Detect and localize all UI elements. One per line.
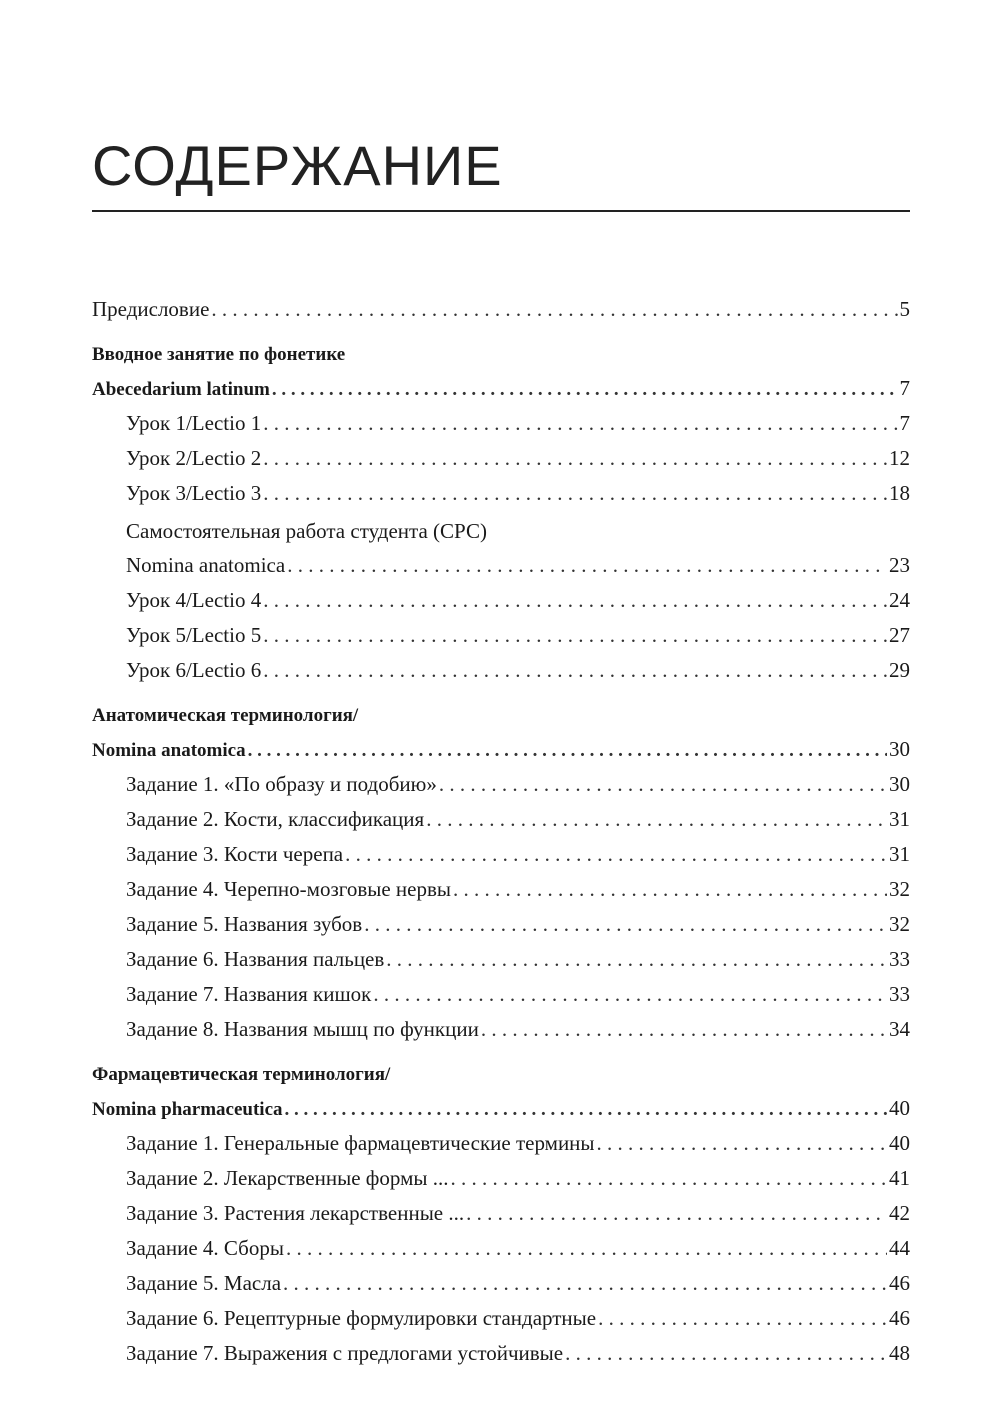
- title-divider: [92, 210, 910, 212]
- leader-dots: [248, 733, 887, 768]
- leader-dots: [426, 802, 887, 837]
- leader-dots: [597, 1126, 887, 1161]
- toc-entry-page: 7: [899, 411, 910, 435]
- toc-entry-label: Задание 7. Названия кишок: [126, 982, 372, 1006]
- toc-entry-page: 33: [889, 947, 910, 971]
- toc-entry-page: 40: [889, 1131, 910, 1155]
- toc-entry-label: Nomina anatomica: [126, 553, 286, 577]
- toc-section-entry[interactable]: [92, 371, 910, 406]
- toc-entry[interactable]: [92, 583, 910, 618]
- toc-entry[interactable]: [92, 618, 910, 653]
- toc-entry[interactable]: [92, 1336, 910, 1371]
- toc-entry[interactable]: [92, 441, 910, 476]
- leader-dots: [263, 476, 887, 511]
- toc-entry-page: 32: [889, 912, 910, 936]
- leader-dots: [453, 872, 887, 907]
- toc-section-entry[interactable]: [92, 732, 910, 767]
- leader-dots: [283, 1266, 887, 1301]
- leader-dots: [285, 1092, 887, 1127]
- section-heading: Фармацевтическая терминология/: [92, 1064, 391, 1085]
- leader-dots: [481, 1012, 887, 1047]
- toc-entry[interactable]: [92, 1196, 910, 1231]
- leader-dots: [466, 1196, 887, 1231]
- leader-dots: [286, 1231, 887, 1266]
- toc-entry-page: 46: [889, 1306, 910, 1330]
- toc-entry-label: Задание 2. Кости, классификация: [126, 807, 425, 831]
- toc-entry-page: 31: [889, 842, 910, 866]
- toc-entry[interactable]: [92, 767, 910, 802]
- toc-entry-label: Abecedarium latinum: [92, 379, 270, 400]
- toc-entry-page: 44: [889, 1236, 910, 1260]
- leader-dots: [287, 548, 887, 583]
- leader-dots: [439, 767, 887, 802]
- toc-entry-label: Задание 1. «По образу и подобию»: [126, 772, 437, 796]
- toc-entry[interactable]: [92, 1301, 910, 1336]
- toc-entry-page: 5: [899, 297, 910, 321]
- toc-entry-label: Урок 5/Lectio 5: [126, 623, 262, 647]
- toc-entry[interactable]: [92, 476, 910, 511]
- toc-entry[interactable]: [92, 1231, 910, 1266]
- toc-entry-label: Задание 8. Названия мышц по функции: [126, 1017, 479, 1041]
- toc-entry-page: 27: [889, 623, 910, 647]
- toc-entry-label: Задание 2. Лекарственные формы ...: [126, 1166, 449, 1190]
- leader-dots: [263, 653, 887, 688]
- toc-entry[interactable]: [92, 1012, 910, 1047]
- leader-dots: [263, 583, 887, 618]
- toc-entry-label: Задание 1. Генеральные фармацевтические термины: [126, 1131, 595, 1155]
- toc-entry-label: Задание 4. Сборы: [126, 1236, 284, 1260]
- toc-entry-page: 12: [889, 446, 910, 470]
- toc-entry-page: 41: [889, 1166, 910, 1190]
- toc-entry-label: Задание 3. Растения лекарственные ...: [126, 1201, 465, 1225]
- toc-entry-label: Урок 4/Lectio 4: [126, 588, 262, 612]
- toc-section-entry[interactable]: [92, 1091, 910, 1126]
- leader-dots: [598, 1301, 887, 1336]
- toc-entry-label: Задание 7. Выражения с предлогами устойчивые: [126, 1341, 564, 1365]
- toc-entry[interactable]: [92, 942, 910, 977]
- page-title: СОДЕРЖАНИЕ: [92, 134, 503, 197]
- toc-entry-label: Урок 2/Lectio 2: [126, 446, 262, 470]
- leader-dots: [373, 977, 887, 1012]
- toc-entry-label: Задание 5. Масла: [126, 1271, 282, 1295]
- leader-dots: [211, 292, 897, 327]
- toc-entry-page: 34: [889, 1017, 910, 1041]
- table-of-contents: [92, 292, 910, 1371]
- toc-entry-page: 31: [889, 807, 910, 831]
- section-heading: Анатомическая терминология/: [92, 705, 359, 726]
- toc-entry-page: 18: [889, 481, 910, 505]
- toc-entry-label: Урок 6/Lectio 6: [126, 658, 262, 682]
- toc-entry-page: 32: [889, 877, 910, 901]
- leader-dots: [565, 1336, 887, 1371]
- toc-entry-label: Задание 6. Названия пальцев: [126, 947, 385, 971]
- toc-entry-page: 30: [889, 737, 910, 761]
- toc-entry-page: 40: [889, 1096, 910, 1120]
- toc-entry-label: Задание 4. Черепно-мозговые нервы: [126, 877, 452, 901]
- leader-dots: [364, 907, 887, 942]
- toc-entry-page: 48: [889, 1341, 910, 1365]
- toc-entry-page: 30: [889, 772, 910, 796]
- toc-entry[interactable]: [92, 653, 910, 688]
- leader-dots: [450, 1161, 887, 1196]
- toc-entry[interactable]: [92, 1266, 910, 1301]
- toc-entry-page: 23: [889, 553, 910, 577]
- toc-entry-page: 33: [889, 982, 910, 1006]
- toc-entry[interactable]: [92, 1126, 910, 1161]
- toc-entry[interactable]: [92, 837, 910, 872]
- toc-entry-page: 7: [899, 376, 910, 400]
- leader-dots: [386, 942, 887, 977]
- toc-entry[interactable]: [92, 548, 910, 583]
- toc-entry-page: 29: [889, 658, 910, 682]
- toc-entry-page: 24: [889, 588, 910, 612]
- leader-dots: [263, 618, 887, 653]
- leader-dots: [263, 406, 897, 441]
- toc-entry[interactable]: [92, 977, 910, 1012]
- leader-dots: [263, 441, 887, 476]
- leader-dots: [345, 837, 887, 872]
- toc-entry-label: Урок 1/Lectio 1: [126, 411, 262, 435]
- toc-entry[interactable]: [92, 406, 910, 441]
- toc-entry[interactable]: [92, 802, 910, 837]
- subsection-heading: Самостоятельная работа студента (СРС): [126, 519, 487, 543]
- toc-entry-page: 42: [889, 1201, 910, 1225]
- toc-entry-label: Урок 3/Lectio 3: [126, 481, 262, 505]
- toc-entry[interactable]: [92, 1161, 910, 1196]
- toc-entry[interactable]: [92, 907, 910, 942]
- toc-entry-label: Задание 5. Названия зубов: [126, 912, 363, 936]
- toc-entry-label: Nomina anatomica: [92, 740, 246, 761]
- toc-entry-page: 46: [889, 1271, 910, 1295]
- toc-entry-label: Задание 3. Кости черепа: [126, 842, 344, 866]
- toc-entry-preface[interactable]: [92, 292, 910, 327]
- toc-entry-label: Nomina pharmaceutica: [92, 1099, 283, 1120]
- toc-entry[interactable]: [92, 872, 910, 907]
- leader-dots: [272, 372, 898, 407]
- toc-entry-label: Задание 6. Рецептурные формулировки стандартные: [126, 1306, 597, 1330]
- toc-entry-label: Предисловие: [92, 297, 210, 321]
- section-heading: Вводное занятие по фонетике: [92, 344, 346, 365]
